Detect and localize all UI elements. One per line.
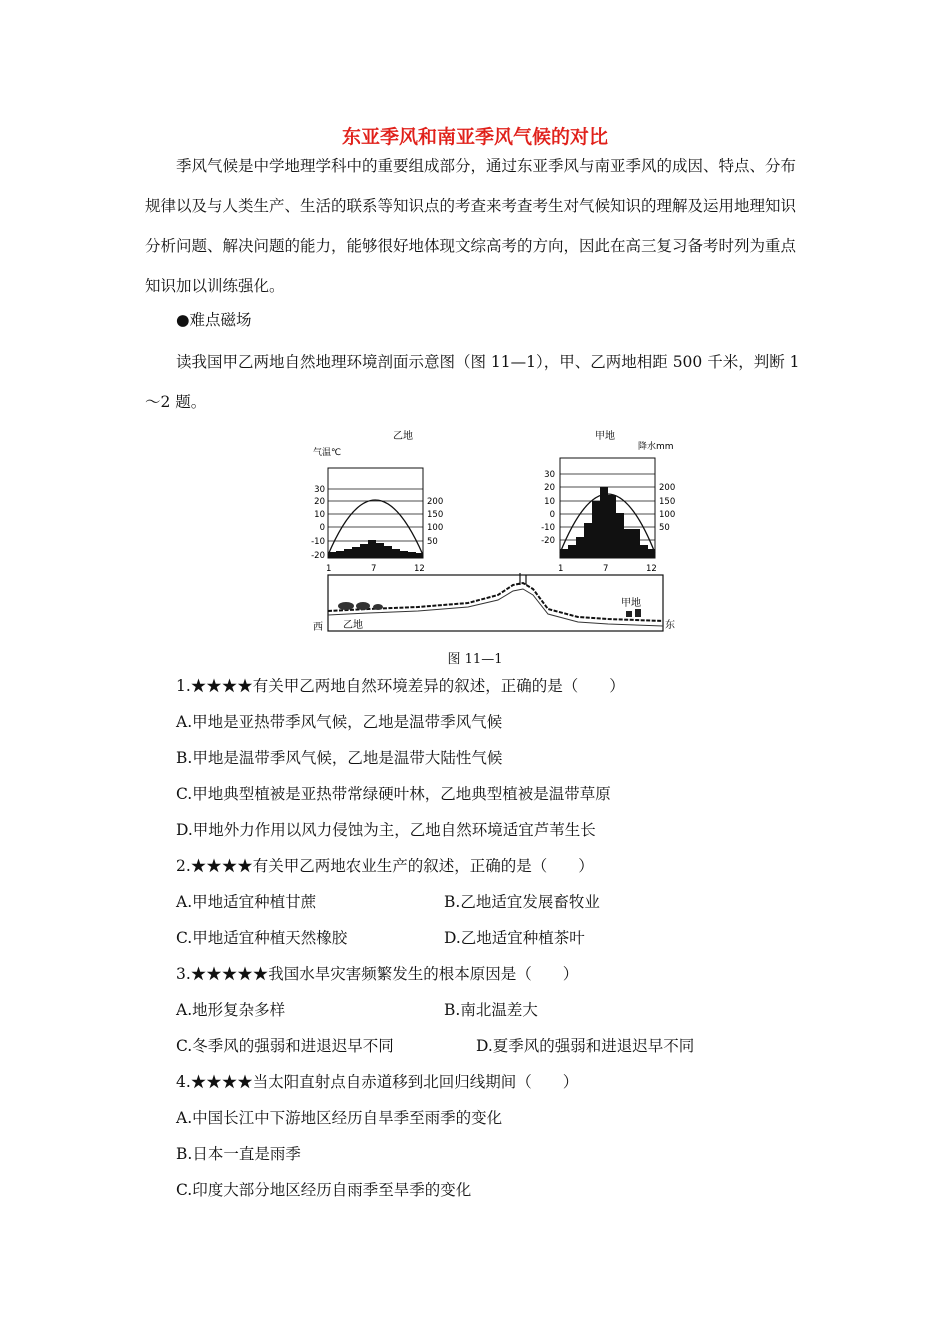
question-4-option-b: B.日本一直是雨季 — [176, 1145, 301, 1163]
svg-text:30: 30 — [544, 470, 555, 480]
svg-text:-10: -10 — [311, 537, 325, 547]
question-4-stem: 4.★★★★当太阳直射点自赤道移到北回归线期间（ ） — [176, 1073, 579, 1091]
question-3-option-d: D.夏季风的强弱和进退迟早不同 — [476, 1037, 695, 1055]
page-title: 东亚季风和南亚季风气候的对比 — [341, 126, 608, 148]
svg-text:50: 50 — [659, 523, 670, 533]
question-4-option-c: C.印度大部分地区经历自雨季至旱季的变化 — [176, 1181, 472, 1199]
svg-text:1: 1 — [558, 564, 564, 574]
question-4-option-a: A.中国长江中下游地区经历自旱季至雨季的变化 — [176, 1109, 503, 1127]
left-chart-title: 乙地 — [393, 431, 413, 442]
right-chart-title: 甲地 — [595, 431, 615, 442]
question-1-option-b: B.甲地是温带季风气候，乙地是温带大陆性气候 — [176, 749, 503, 767]
svg-text:10: 10 — [314, 510, 325, 520]
profile-diagram — [308, 425, 683, 640]
question-1-option-a: A.甲地是亚热带季风气候，乙地是温带季风气候 — [176, 713, 503, 731]
svg-text:-20: -20 — [541, 536, 555, 546]
svg-text:150: 150 — [427, 510, 444, 520]
svg-text:100: 100 — [427, 523, 444, 533]
svg-text:100: 100 — [659, 510, 676, 520]
svg-text:7: 7 — [603, 564, 609, 574]
question-1-stem: 1.★★★★有关甲乙两地自然环境差异的叙述，正确的是（ ） — [176, 677, 625, 695]
svg-text:1: 1 — [326, 564, 332, 574]
precip-axis-label: 降水mm — [638, 442, 674, 452]
svg-text:30: 30 — [314, 485, 325, 495]
figure-11-1 — [308, 425, 683, 640]
profile-left-place: 乙地 — [343, 620, 363, 631]
terrain-surface-line — [328, 583, 663, 621]
question-3-stem: 3.★★★★★我国水旱灾害频繁发生的根本原因是（ ） — [176, 965, 579, 983]
farmland-houses — [626, 609, 641, 617]
left-chart-gridlines — [328, 489, 423, 541]
left-temp-ticks — [311, 485, 325, 561]
intro-paragraph: 季风气候是中学地理学科中的重要组成部分，通过东亚季风与南亚季风的成因、特点、分布规律以及与人类生产、生活的联系等知识点的考查来考查考生对气候知识的理解及运用地理知识分析问题、解决问题的能力，能够很好地体现文综高考的方向，因此在高三复习备考时列为重点知识加以训练强化。 — [145, 157, 797, 295]
section-heading: ●难点磁场 — [176, 311, 252, 329]
grassland-vegetation — [338, 602, 383, 610]
question-2-option-a: A.甲地适宜种植甘蔗 — [176, 893, 317, 911]
svg-text:20: 20 — [314, 497, 325, 507]
right-temp-ticks — [541, 470, 555, 546]
right-month-ticks — [558, 564, 657, 574]
profile-frame — [328, 575, 663, 631]
profile-east-label: 东 — [665, 620, 675, 631]
svg-text:7: 7 — [371, 564, 377, 574]
svg-text:200: 200 — [659, 483, 676, 493]
svg-text:150: 150 — [659, 497, 676, 507]
profile-west-label: 西 — [313, 622, 323, 633]
question-3-option-b: B.南北温差大 — [444, 1001, 538, 1019]
question-2-option-d: D.乙地适宜种植茶叶 — [444, 929, 585, 947]
svg-text:10: 10 — [544, 497, 555, 507]
question-1-option-c: C.甲地典型植被是亚热带常绿硬叶林，乙地典型植被是温带草原 — [176, 785, 611, 803]
question-1-option-d: D.甲地外力作用以风力侵蚀为主，乙地自然环境适宜芦苇生长 — [176, 821, 596, 839]
figure-caption: 图 11—1 — [447, 652, 503, 667]
left-precip-bars — [328, 540, 423, 558]
left-precip-ticks — [427, 497, 443, 547]
lead-paragraph: 读我国甲乙两地自然地理环境剖面示意图（图 11—1），甲、乙两地相距 500 千米，判断 1～2 题。 — [145, 353, 800, 411]
svg-text:12: 12 — [646, 564, 657, 574]
question-2-option-b: B.乙地适宜发展畜牧业 — [444, 893, 600, 911]
question-3-option-a: A.地形复杂多样 — [176, 1001, 286, 1019]
svg-text:20: 20 — [544, 483, 555, 493]
temp-axis-label: 气温℃ — [313, 448, 342, 458]
svg-text:-20: -20 — [311, 551, 325, 561]
svg-text:12: 12 — [414, 564, 425, 574]
profile-right-place: 甲地 — [621, 598, 641, 609]
svg-text:0: 0 — [549, 510, 555, 520]
question-2-stem: 2.★★★★有关甲乙两地农业生产的叙述，正确的是（ ） — [176, 857, 594, 875]
left-month-ticks — [326, 564, 425, 574]
svg-text:-10: -10 — [541, 523, 555, 533]
question-3-option-c: C.冬季风的强弱和进退迟早不同 — [176, 1037, 394, 1055]
svg-text:50: 50 — [427, 537, 438, 547]
svg-text:200: 200 — [427, 497, 444, 507]
question-2-option-c: C.甲地适宜种植天然橡胶 — [176, 929, 348, 947]
svg-text:0: 0 — [319, 523, 325, 533]
right-precip-ticks — [659, 483, 675, 533]
